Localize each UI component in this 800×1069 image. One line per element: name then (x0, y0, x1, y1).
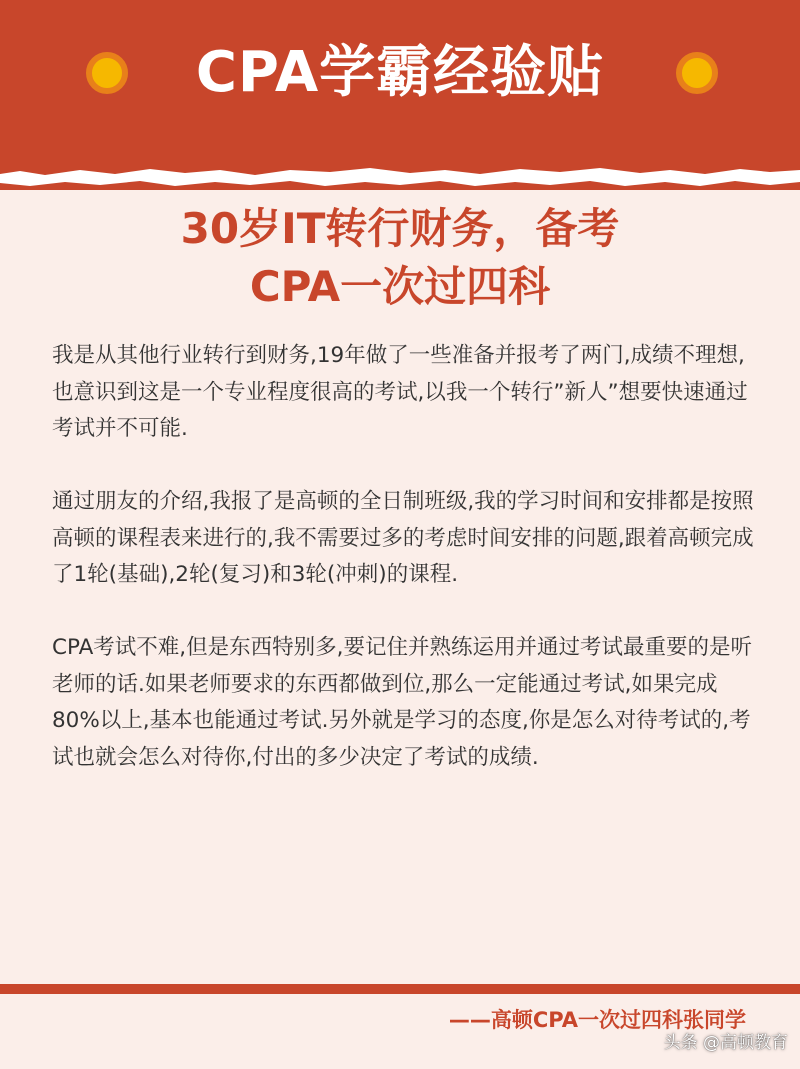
platform-watermark: 头条 @高顿教育 (663, 1033, 788, 1053)
headline-line-1: 30岁IT转行财务，备考 (180, 204, 620, 253)
article-headline (0, 200, 800, 316)
paragraph-2: 通过朋友的介绍,我报了是高顿的全日制班级,我的学习时间和安排都是按照高顿的课程表来进行的,我不需要过多的考虑时间安排的问题,跟着高顿完成了1轮(基础),2轮(复习)和3轮(冲刺)的课程. (52, 489, 754, 587)
decorative-dot-right (676, 52, 718, 94)
author-signature: ——高顿CPA一次过四科张同学 (448, 1008, 746, 1032)
paragraph-1: 我是从其他行业转行到财务,19年做了一些准备并报考了两门,成绩不理想,也意识到这是一个专业程度很高的考试,以我一个转行”新人”想要快速通过考试并不可能. (52, 343, 748, 441)
headline-line-2: CPA一次过四科 (249, 262, 551, 311)
torn-paper-edge (0, 148, 800, 192)
header-title: CPA学霸经验贴 (195, 40, 605, 105)
paragraph-3: CPA考试不难,但是东西特别多,要记住并熟练运用并通过考试最重要的是听老师的话.如果老师要求的东西都做到位,那么一定能通过考试,如果完成80%以上,基本也能通过考试.另外就是学习的态度,你是怎么对待考试的,考试也就会怎么对待你,付出的多少决定了考试的成绩. (52, 635, 752, 770)
footer-divider (0, 984, 800, 994)
article-body (52, 338, 764, 776)
